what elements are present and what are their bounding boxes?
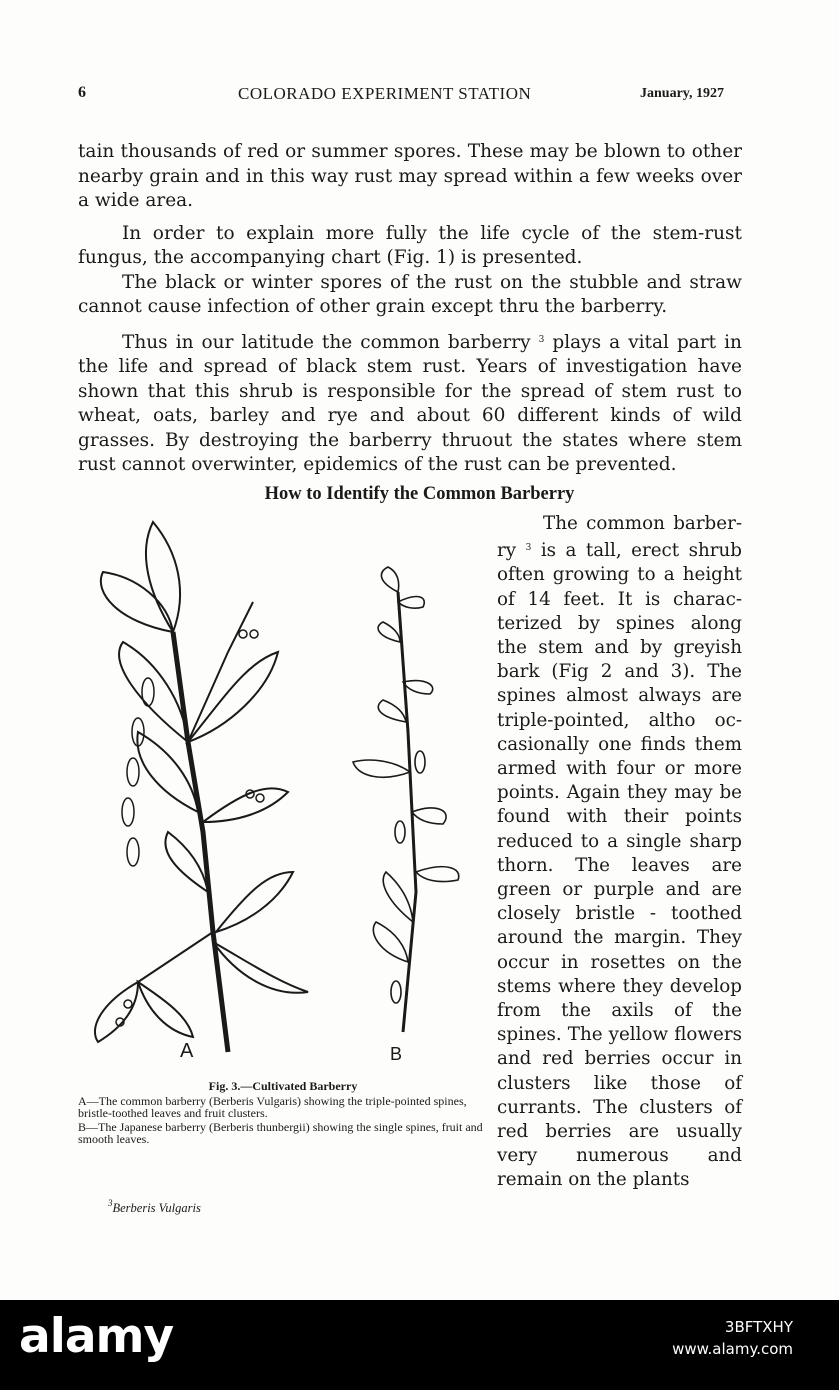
barberry-illustration (78, 512, 488, 1072)
figure-label-b: B (390, 1044, 403, 1064)
leaf-b1 (381, 567, 398, 592)
identification-footnote-ref: 3 (525, 543, 532, 554)
berry-a3 (127, 758, 139, 786)
identification-paragraph (497, 512, 742, 1193)
watermark-url: www.alamy.com (672, 1340, 793, 1358)
running-title: COLORADO EXPERIMENT STATION (238, 84, 532, 103)
leaf-a11 (138, 982, 193, 1037)
plant-a-branch-lower (138, 932, 213, 982)
leaf-b9 (383, 872, 413, 922)
footnote-text: Berberis Vulgaris (112, 1201, 201, 1215)
leaf-b5 (378, 700, 406, 722)
leaf-a8 (216, 872, 293, 932)
footnote (108, 1198, 201, 1216)
berry-b3 (391, 981, 401, 1003)
page-number: 6 (78, 84, 86, 101)
leaf-a2 (101, 572, 173, 632)
leaf-b2 (398, 597, 424, 609)
rust-spot-4 (256, 794, 264, 802)
berry-a5 (127, 838, 139, 866)
paragraph-barberry-role-rest: plays a vital part in the life and spread of black stem rust. Years of investigation have shown that this shrub is responsible for the spread of stem rust to wheat, oats, barley and rye and about 60 different kinds of wild grasses. By destroying the barberry thruout the states where stem rust cannot overwinter, epidemics of the rust can be prevented. (78, 331, 742, 475)
figure-caption (78, 1080, 488, 1147)
berry-a4 (122, 798, 134, 826)
watermark-logo: alamy (19, 1309, 174, 1364)
leaf-b4 (403, 681, 433, 694)
rust-spot-5 (124, 1000, 132, 1008)
rust-spot-2 (250, 630, 258, 638)
leaf-b3 (378, 622, 400, 642)
figure-caption-a: A—The common barberry (Berberis Vulgaris) showing the triple-pointed spines, bristle-toothed leaves and fruit clusters. (78, 1094, 467, 1120)
identification-lead: The common barber- ry (497, 513, 742, 562)
leaf-a9 (213, 942, 308, 993)
body-text-top (78, 140, 742, 486)
leaf-a10 (95, 982, 138, 1042)
figure-caption-b: B—The Japanese barberry (Berberis thunbergii) showing the single spines, fruit and smooth leaves. (78, 1120, 483, 1146)
berry-b1 (415, 751, 425, 773)
leaf-b7 (412, 808, 446, 824)
issue-date: January, 1927 (640, 86, 725, 101)
paragraph-life-cycle: In order to explain more fully the life cycle of the stem-rust fungus, the accompanying chart (Fig. 1) is presented. (78, 222, 742, 268)
footnote-reference: 3 (538, 334, 545, 345)
leaf-a4 (188, 652, 278, 742)
paragraph-barberry-role-start: Thus in our latitude the common barberry (122, 331, 531, 353)
identification-body: is a tall, erect shrub often growing to a height of 14 feet. It is charac- terized by spines along the stem and by greyish bark (Fig 2 and 3). The spines almost always are triple-pointed, altho oc- casionally one finds them armed with four or more points. Again they may be found with their points reduced to a single sharp thorn. The leaves are green or purple and are closely bristle - toothed around the margin. They occur in rosettes on the stems where they develop from the axils of the spines. The yellow flowers and red berries occur in clusters like those of currants. The clusters of red berries are usually very numerous and remain on the plants (497, 540, 742, 1191)
rust-spot-1 (239, 630, 247, 638)
footnote-marker: 3 (108, 1198, 113, 1208)
figure-label-a: A (180, 1040, 194, 1062)
plant-a-branch (188, 602, 253, 742)
watermark-image-code: 3BFTXHY (724, 1318, 793, 1336)
paragraph-winter-spores: The black or winter spores of the rust on the stubble and straw cannot cause infection of other grain except thru the barberry. (78, 271, 742, 317)
berry-b2 (395, 821, 405, 843)
leaf-b6 (353, 760, 410, 777)
section-heading: How to Identify the Common Barberry (264, 484, 575, 504)
barberry-drawing (78, 512, 488, 1072)
paragraph-continued: tain thousands of red or summer spores. These may be blown to other nearby grain and in this way rust may spread within a few weeks over a wide area. (78, 141, 742, 211)
leaf-b8 (416, 867, 459, 882)
paragraph-barberry-role (78, 328, 742, 478)
berry-a1 (142, 678, 154, 706)
identification-text (497, 512, 742, 1193)
figure-title: Fig. 3.—Cultivated Barberry (208, 1079, 358, 1093)
leaf-b10 (373, 922, 408, 962)
leaf-a1 (146, 522, 180, 632)
